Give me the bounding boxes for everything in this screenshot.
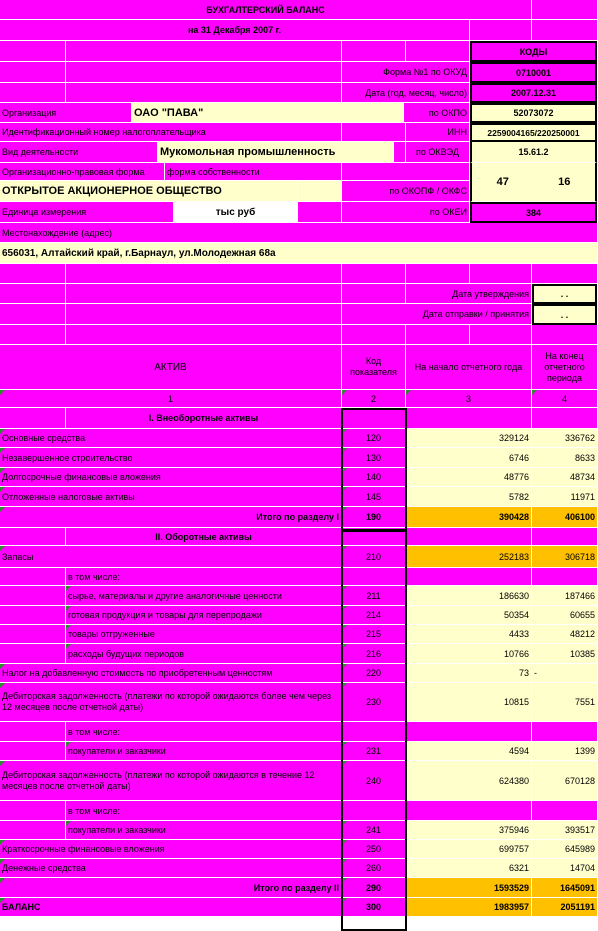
table-row: [0, 528, 598, 546]
value-start-of-year[interactable]: 186630: [406, 586, 532, 606]
blank-cell[interactable]: [0, 586, 66, 606]
blank-cell[interactable]: [0, 284, 66, 304]
okopf-okfs-cell[interactable]: [470, 163, 597, 202]
okopf-label[interactable]: по ОКОПФ / ОКФС: [342, 181, 470, 202]
row-label[interactable]: БАЛАНС: [0, 898, 342, 917]
value-start-of-year[interactable]: 252183: [406, 546, 532, 568]
table-row: [0, 568, 598, 586]
unit-label[interactable]: Единица измерения: [0, 202, 174, 223]
row-code[interactable]: 214: [342, 606, 406, 625]
value-start-of-year[interactable]: 48776: [406, 468, 532, 487]
okud-row: [0, 62, 598, 83]
blank-cell[interactable]: [342, 163, 470, 181]
col-header-asset[interactable]: АКТИВ: [0, 345, 342, 390]
org-label[interactable]: Организация: [0, 103, 132, 123]
date-line-row: [0, 20, 598, 41]
blank-cell[interactable]: [66, 325, 342, 345]
report-date-line[interactable]: на 31 Декабря 2007 г.: [0, 20, 470, 41]
value-end-of-period[interactable]: 48212: [532, 625, 598, 644]
table-row: [0, 644, 598, 664]
blank-cell[interactable]: [0, 264, 66, 284]
value-start-of-year[interactable]: 6746: [406, 448, 532, 468]
row-code[interactable]: 300: [342, 898, 406, 917]
blank-cell[interactable]: [470, 264, 532, 284]
row-label[interactable]: сырье, материалы и другие аналогичные ценности: [66, 586, 342, 606]
blank-cell[interactable]: [0, 408, 66, 429]
value-end-of-period[interactable]: 2051191: [532, 898, 598, 917]
sent-row: [0, 304, 598, 325]
col-number-1[interactable]: 1: [0, 390, 342, 408]
blank-cell[interactable]: [0, 325, 66, 345]
table-row: [0, 546, 598, 568]
code-cell[interactable]: [342, 722, 406, 742]
blank-cell[interactable]: [0, 742, 66, 761]
value-end-of-period[interactable]: 393517: [532, 821, 598, 840]
col-number-2[interactable]: 2: [342, 390, 406, 408]
value-end-of-period[interactable]: 187466: [532, 586, 598, 606]
value-start-of-year[interactable]: 10815: [406, 683, 532, 722]
blank-cell[interactable]: [532, 528, 598, 546]
blank-cell[interactable]: [342, 325, 406, 345]
row-label[interactable]: Основные средства: [0, 429, 342, 448]
row-label[interactable]: Дебиторская задолженность (платежи по которой ожидаются в течение 12 месяцев после отчетной даты): [0, 761, 342, 801]
blank-cell[interactable]: [66, 284, 342, 304]
sent-date[interactable]: . .: [532, 304, 597, 325]
table-row: [0, 408, 598, 429]
row-code[interactable]: 241: [342, 821, 406, 840]
code-cell[interactable]: [342, 408, 406, 429]
date-code[interactable]: 2007.12.31: [470, 83, 597, 103]
table-header-row: [0, 345, 598, 390]
spacer-row: [0, 264, 598, 284]
table-row: [0, 487, 598, 507]
col-header-end[interactable]: На конец отчетного периода: [532, 345, 598, 390]
value-end-of-period[interactable]: 406100: [532, 507, 598, 528]
value-end-of-period[interactable]: 336762: [532, 429, 598, 448]
blank-cell[interactable]: [406, 528, 532, 546]
table-row: [0, 840, 598, 859]
value-end-of-period[interactable]: 11971: [532, 487, 598, 507]
value-start-of-year[interactable]: 4594: [406, 742, 532, 761]
blank-cell[interactable]: [0, 62, 66, 83]
blank-cell[interactable]: [0, 83, 66, 103]
value-end-of-period[interactable]: 10385: [532, 644, 598, 664]
value-start-of-year[interactable]: 1983957: [406, 898, 532, 917]
address-value[interactable]: 656031, Алтайский край, г.Барнаул, ул.Молодежная 68а: [0, 243, 598, 264]
table-row: [0, 683, 598, 722]
blank-cell[interactable]: [532, 408, 598, 429]
value-start-of-year[interactable]: 73: [406, 664, 532, 683]
table-row: [0, 664, 598, 683]
address-row: [0, 243, 598, 264]
row-code[interactable]: 120: [342, 429, 406, 448]
blank-cell[interactable]: [66, 62, 342, 83]
blank-cell[interactable]: [66, 41, 342, 62]
value-start-of-year[interactable]: 6321: [406, 859, 532, 878]
blank-cell[interactable]: [406, 325, 470, 345]
note-label[interactable]: в том числе:: [66, 568, 342, 586]
row-label[interactable]: Краткосрочные финансовые вложения: [0, 840, 342, 859]
col-number-3[interactable]: 3: [406, 390, 532, 408]
spacer-row: [0, 325, 598, 345]
blank-cell[interactable]: [532, 801, 598, 821]
row-code[interactable]: 215: [342, 625, 406, 644]
blank-cell[interactable]: [0, 606, 66, 625]
okud-code[interactable]: 0710001: [470, 62, 597, 83]
blank-cell[interactable]: [298, 202, 342, 223]
value-start-of-year[interactable]: 50354: [406, 606, 532, 625]
value-end-of-period[interactable]: 60655: [532, 606, 598, 625]
row-code[interactable]: 216: [342, 644, 406, 664]
row-label[interactable]: Запасы: [0, 546, 342, 568]
okopf-code: 47: [496, 176, 509, 188]
ownership-label[interactable]: форма собственности: [165, 163, 342, 181]
blank-cell[interactable]: [0, 568, 66, 586]
table-row: [0, 468, 598, 487]
row-code[interactable]: 210: [342, 546, 406, 568]
value-start-of-year[interactable]: 10766: [406, 644, 532, 664]
value-start-of-year[interactable]: 624380: [406, 761, 532, 801]
okved-label[interactable]: по ОКВЭД: [406, 142, 470, 163]
blank-cell[interactable]: [532, 0, 598, 20]
value-end-of-period[interactable]: 645989: [532, 840, 598, 859]
inn-label[interactable]: Идентификационный номер налогоплательщика: [0, 123, 342, 142]
title-row: [0, 0, 598, 20]
blank-cell[interactable]: [66, 304, 342, 325]
blank-cell[interactable]: [342, 123, 406, 142]
blank-cell: [394, 142, 406, 163]
okfs-code: 16: [558, 176, 571, 188]
col-header-code[interactable]: Код показателя: [342, 345, 406, 390]
approval-date[interactable]: . .: [532, 284, 597, 304]
row-code[interactable]: 240: [342, 761, 406, 801]
row-code[interactable]: 230: [342, 683, 406, 722]
value-start-of-year[interactable]: 390428: [406, 507, 532, 528]
legal-form-value[interactable]: ОТКРЫТОЕ АКЦИОНЕРНОЕ ОБЩЕСТВО: [0, 181, 298, 202]
table-row: [0, 898, 598, 917]
table-row: [0, 742, 598, 761]
row-code[interactable]: 290: [342, 878, 406, 898]
blank-cell[interactable]: [298, 181, 342, 202]
value-end-of-period[interactable]: 48734: [532, 468, 598, 487]
inn-code[interactable]: 2259004165/220250001: [470, 123, 597, 142]
table-row: [0, 448, 598, 468]
blank-cell[interactable]: [0, 722, 66, 742]
sent-label[interactable]: Дата отправки / принятия: [342, 304, 532, 325]
table-row: [0, 507, 598, 528]
code-cell[interactable]: [342, 568, 406, 586]
blank-cell[interactable]: [406, 41, 470, 62]
value-end-of-period[interactable]: 14704: [532, 859, 598, 878]
row-code[interactable]: 211: [342, 586, 406, 606]
row-label[interactable]: Итого по разделу I: [0, 507, 342, 528]
row-label[interactable]: покупатели и заказчики: [66, 821, 342, 840]
activity-row: [0, 142, 598, 163]
table-row: [0, 586, 598, 606]
value-start-of-year[interactable]: 5782: [406, 487, 532, 507]
date-code-label[interactable]: Дата (год, месяц, число): [342, 83, 470, 103]
blank-cell[interactable]: [66, 264, 342, 284]
org-row: [0, 103, 598, 123]
col-header-start[interactable]: На начало отчетного года: [406, 345, 532, 390]
row-code[interactable]: 190: [342, 507, 406, 528]
unit-row: [0, 202, 598, 223]
blank-cell[interactable]: [342, 41, 406, 62]
row-code[interactable]: 260: [342, 859, 406, 878]
value-end-of-period[interactable]: 1645091: [532, 878, 598, 898]
blank-cell[interactable]: [406, 264, 470, 284]
activity-value[interactable]: Мукомольная промышленность: [158, 142, 394, 163]
address-label[interactable]: Местонахождение (адрес): [0, 223, 598, 243]
table-row: [0, 625, 598, 644]
blank-cell[interactable]: [0, 625, 66, 644]
value-start-of-year[interactable]: 375946: [406, 821, 532, 840]
blank-cell[interactable]: [406, 801, 532, 821]
inn-short-label[interactable]: ИНН: [406, 123, 470, 142]
table-row: [0, 761, 598, 801]
note-label[interactable]: в том числе:: [66, 722, 342, 742]
value-end-of-period[interactable]: 306718: [532, 546, 598, 568]
blank-cell[interactable]: [342, 284, 406, 304]
blank-cell[interactable]: [406, 722, 532, 742]
table-row: [0, 429, 598, 448]
value-end-of-period[interactable]: 7551: [532, 683, 598, 722]
blank-cell[interactable]: [0, 821, 66, 840]
okud-label[interactable]: Форма №1 по ОКУД: [342, 62, 470, 83]
value-start-of-year[interactable]: 4433: [406, 625, 532, 644]
blank-cell[interactable]: [532, 264, 598, 284]
value-end-of-period[interactable]: 670128: [532, 761, 598, 801]
row-code[interactable]: 250: [342, 840, 406, 859]
table-row: [0, 878, 598, 898]
activity-label[interactable]: Вид деятельности: [0, 142, 158, 163]
row-label[interactable]: Итого по разделу II: [0, 878, 342, 898]
codes-header[interactable]: КОДЫ: [470, 41, 597, 62]
row-label[interactable]: Налог на добавленную стоимость по приобретенным ценностям: [0, 664, 342, 683]
row-code[interactable]: 130: [342, 448, 406, 468]
value-start-of-year[interactable]: 1593529: [406, 878, 532, 898]
blank-cell[interactable]: [532, 20, 598, 41]
section-title[interactable]: I. Внеоборотные активы: [66, 408, 342, 429]
col-number-4[interactable]: 4: [532, 390, 598, 408]
row-code[interactable]: 220: [342, 664, 406, 683]
blank-cell[interactable]: [406, 568, 532, 586]
value-end-of-period[interactable]: 1399: [532, 742, 598, 761]
row-code[interactable]: 140: [342, 468, 406, 487]
row-label[interactable]: товары отгруженные: [66, 625, 342, 644]
blank-cell[interactable]: [470, 20, 532, 41]
inn-row: [0, 123, 598, 142]
okei-code[interactable]: 384: [470, 202, 597, 223]
blank-cell[interactable]: [66, 83, 342, 103]
code-cell[interactable]: [342, 801, 406, 821]
okei-label[interactable]: по ОКЕИ: [342, 202, 470, 223]
table-row: [0, 606, 598, 625]
blank-cell[interactable]: [532, 325, 598, 345]
code-cell[interactable]: [342, 528, 406, 546]
row-label[interactable]: Долгосрочные финансовые вложения: [0, 468, 342, 487]
value-end-of-period[interactable]: 8633: [532, 448, 598, 468]
column-numbers-row: [0, 390, 598, 408]
row-label[interactable]: Отложенные налоговые активы: [0, 487, 342, 507]
unit-value[interactable]: тыс руб: [174, 202, 298, 223]
org-name[interactable]: ОАО "ПАВА": [132, 103, 404, 123]
blank-cell[interactable]: [532, 722, 598, 742]
row-label[interactable]: Дебиторская задолженность (платежи по которой ожидаются более чем через 12 месяцев после отчетной даты): [0, 683, 342, 722]
approval-label[interactable]: Дата утверждения: [406, 284, 532, 304]
address-label-row: [0, 223, 598, 243]
blank-cell[interactable]: [0, 528, 66, 546]
blank-cell[interactable]: [406, 408, 532, 429]
row-label[interactable]: готовая продукция и товары для перепродажи: [66, 606, 342, 625]
table-row: [0, 859, 598, 878]
value-start-of-year[interactable]: 329124: [406, 429, 532, 448]
blank-cell[interactable]: [0, 41, 66, 62]
okved-code[interactable]: 15.61.2: [470, 142, 597, 163]
row-label[interactable]: Денежные средства: [0, 859, 342, 878]
legal-form-label[interactable]: Организационно-правовая форма: [0, 163, 165, 181]
section-title[interactable]: II. Оборотные активы: [66, 528, 342, 546]
table-row: [0, 722, 598, 742]
sheet-title[interactable]: БУХГАЛТЕРСКИЙ БАЛАНС: [0, 0, 532, 20]
row-code[interactable]: 231: [342, 742, 406, 761]
row-label[interactable]: расходы будущих периодов: [66, 644, 342, 664]
blank-cell[interactable]: [0, 801, 66, 821]
table-row: [0, 801, 598, 821]
okpo-label[interactable]: по ОКПО: [406, 103, 470, 123]
value-end-of-period[interactable]: -: [532, 664, 598, 683]
approval-row: [0, 284, 598, 304]
blank-cell[interactable]: [470, 325, 532, 345]
date-code-row: [0, 83, 598, 103]
okpo-code[interactable]: 52073072: [470, 103, 597, 123]
row-label[interactable]: покупатели и заказчики: [66, 742, 342, 761]
row-label[interactable]: Незавершенное строительство: [0, 448, 342, 468]
table-row: [0, 821, 598, 840]
codes-header-row: [0, 41, 598, 62]
note-label[interactable]: в том числе:: [66, 801, 342, 821]
row-code[interactable]: 145: [342, 487, 406, 507]
blank-cell[interactable]: [0, 644, 66, 664]
value-start-of-year[interactable]: 699757: [406, 840, 532, 859]
blank-cell[interactable]: [532, 568, 598, 586]
blank-cell[interactable]: [342, 264, 406, 284]
blank-cell[interactable]: [0, 304, 66, 325]
